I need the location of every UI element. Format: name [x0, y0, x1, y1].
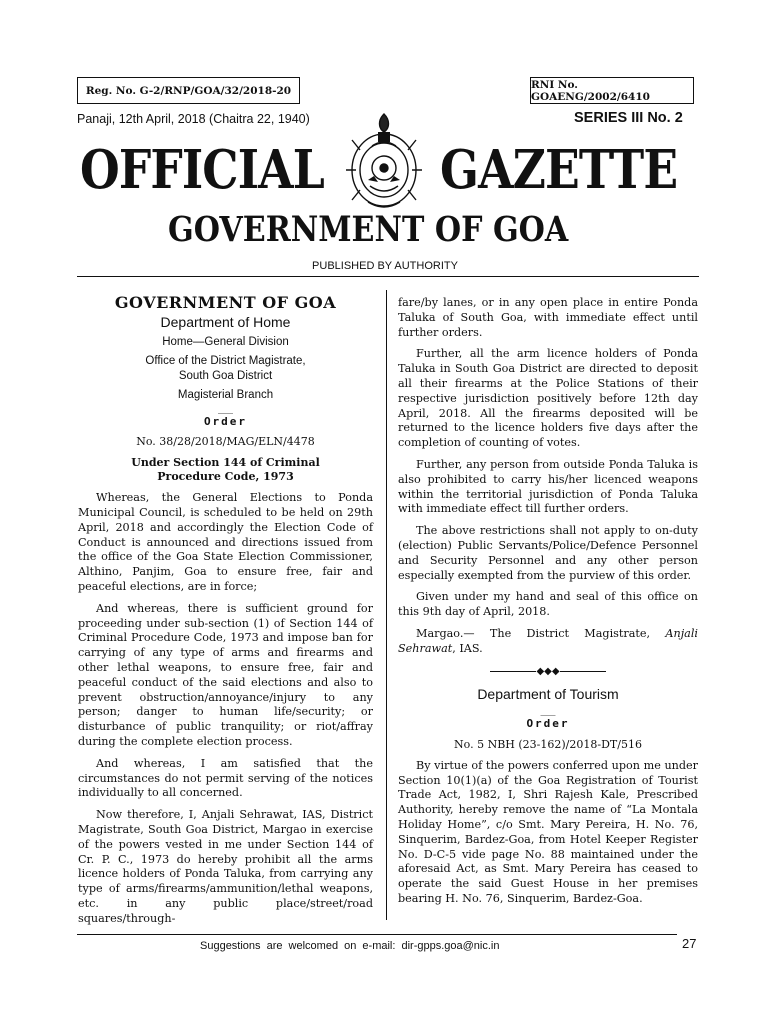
continued-paragraph: fare/by lanes, or in any open place in entire Ponda Taluka of South Goa, with immediate effect until further orders. — [398, 296, 698, 339]
right-column — [398, 296, 698, 914]
order-number: No. 38/28/2018/MAG/ELN/4478 — [136, 435, 315, 449]
registration-number-box — [77, 77, 300, 104]
paragraph: Given under my hand and seal of this office on this 9th day of April, 2018. — [398, 590, 698, 619]
footer-suggestion: Suggestions are welcomed on e-mail: dir-gpps.goa@nic.in — [200, 940, 500, 952]
issue-date: Panaji, 12th April, 2018 (Chaitra 22, 1940) — [77, 112, 310, 126]
section-ornament — [398, 665, 698, 680]
branch-name: Magisterial Branch — [177, 388, 274, 401]
department-tourism: Department of Tourism — [477, 686, 619, 703]
paragraph: And whereas, I am satisfied that the circumstances do not permit serving of the notices individually to all concerned. — [78, 756, 373, 800]
division-name: Home—General Division — [162, 335, 289, 348]
gazette-title-left: OFFICIAL — [80, 139, 324, 201]
signature-suffix: , IAS. — [452, 641, 483, 655]
department-home: Department of Home — [160, 313, 291, 330]
government-of-goa-title: GOVERNMENT OF GOA — [168, 209, 569, 250]
separator-dash: ___ — [218, 402, 233, 414]
under-section-line-2: Procedure Code, 1973 — [157, 470, 294, 484]
footer-rule — [77, 934, 677, 935]
rni-number-box — [530, 77, 694, 104]
office-line-2: South Goa District — [178, 369, 273, 382]
order-label: Order — [526, 717, 570, 731]
header-rule — [77, 276, 699, 277]
paragraph: And whereas, there is sufficient ground for proceeding under sub-section (1) of Section 144 of Criminal Procedure Code, 1973 and impose ban for carrying of any type of arms and firearms and other lethal weapons, to ensure free, fair and peaceful conduct of the said elections and also to prevent obstruction/annoyance/injury to any person; danger to human life/security; or disturbance of public tranquility; or riot/affray during the complete election process. — [78, 601, 373, 748]
paragraph: Whereas, the General Elections to Ponda Municipal Council, is scheduled to be held on 29th April, 2018 and accordingly the Election Code of Conduct is announced and directions issued from the office of the Goa State Election Commissioner, Althino, Panjim, Goa to ensure free, fair and peaceful elections, are in force; — [78, 491, 373, 593]
order-number: No. 5 NBH (23-162)/2018-DT/516 — [454, 737, 642, 751]
series-number: SERIES III No. 2 — [574, 110, 683, 126]
under-section-line-1: Under Section 144 of Criminal — [131, 456, 320, 470]
paragraph: The above restrictions shall not apply to on-duty (election) Public Servants/Police/Defence Personnel and Security Personnel and any other person especially exempted from the purview of this order. — [398, 524, 698, 582]
goa-state-emblem-icon — [338, 110, 430, 214]
paragraph: Now therefore, I, Anjali Sehrawat, IAS, District Magistrate, South Goa District, Margao in exercise of the powers vested in me under Section 144 of Cr. P. C., 1973 do hereby prohibit all the arms licence holders of Ponda Taluka, from carrying any type of arms/firearms/ammunition/lethal weapons, etc. in any public place/street/road squares/through- — [78, 808, 373, 925]
paragraph: By virtue of the powers conferred upon me under Section 10(1)(a) of the Goa Registration of Tourist Trade Act, 1982, I, Shri Rajesh Kale, Prescribed Authority, hereby remove the name of “La Montala Holiday Home”, c/o Smt. Mary Pereira, H. No. 76, Sinquerim, Bardez-Goa, from Hotel Keeper Register No. D-C-5 vide page No. 88 maintained under the aforesaid Act, as Smt. Mary Pereira has ceased to operate the said Guest House in her premises bearing H. No. 76, Sinquerim, Bardez-Goa. — [398, 758, 698, 905]
signature-place: Margao.— The District Magistrate, — [416, 626, 651, 640]
paragraph: Further, all the arm licence holders of Ponda Taluka in South Goa District are directed to deposit all their firearms at the Police Stations of their respective jurisdiction positively before 12th day April, 2018. All the firearms deposited will be returned to the licence holders five days after the completion of counting of votes. — [398, 347, 698, 450]
column-divider — [386, 290, 387, 920]
page-number: 27 — [682, 936, 697, 951]
left-column — [78, 293, 373, 934]
signature-line — [398, 627, 698, 657]
gazette-title-right: GAZETTE — [440, 139, 678, 201]
paragraph: Further, any person from outside Ponda Taluka is also prohibited to carry his/her licenced weapons within the territorial jurisdiction of Ponda Taluka with immediate effect till further orders. — [398, 457, 698, 516]
office-line-1: Office of the District Magistrate, — [145, 354, 306, 367]
order-label: Order — [203, 414, 248, 428]
diamond-ornament-icon: ◆◆◆ — [536, 665, 560, 677]
rni-number: RNI No. GOAENG/2002/6410 — [531, 78, 650, 103]
signature-name: Anjali Sehrawat — [398, 626, 699, 655]
section-heading: GOVERNMENT OF GOA — [114, 293, 337, 312]
separator-dash: ___ — [540, 705, 556, 717]
published-by-authority: PUBLISHED BY AUTHORITY — [312, 260, 458, 272]
under-section-heading — [78, 456, 373, 484]
registration-number: Reg. No. G-2/RNP/GOA/32/2018-20 — [85, 84, 292, 97]
